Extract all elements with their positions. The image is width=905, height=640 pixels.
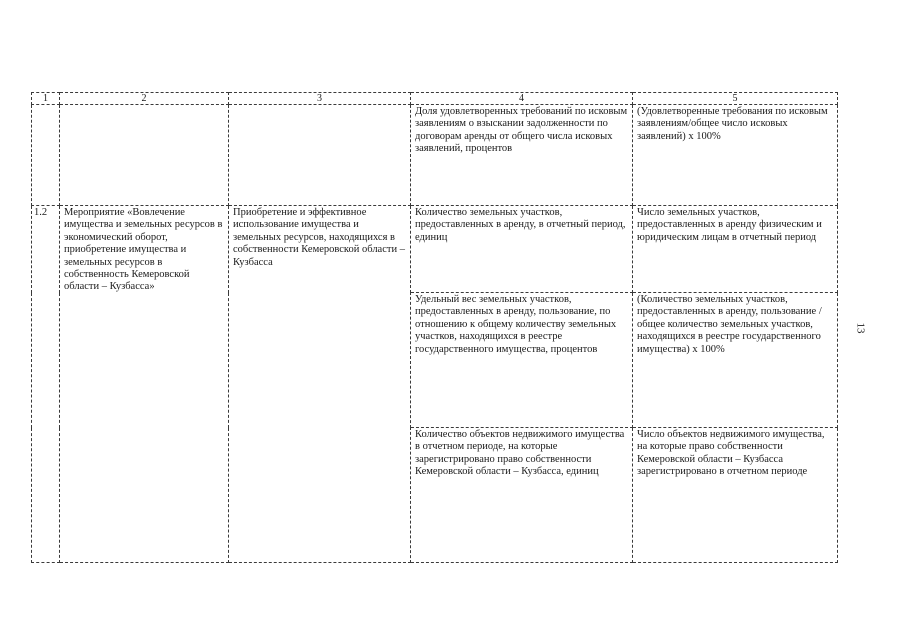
column-number-3: 3 xyxy=(229,93,411,105)
indicators-table xyxy=(31,92,838,563)
result-cell xyxy=(229,105,411,206)
indicator-formula-cell: Число земельных участков, предоставленных в аренду физическим и юридическим лицам в отчетный период xyxy=(633,206,838,293)
column-number-1: 1 xyxy=(32,93,60,105)
indicator-name-cell: Удельный вес земельных участков, предоставленных в аренду, пользование, по отношению к общему количеству земельных участков, находящихся в реестре государственного имущества, процентов xyxy=(411,293,633,428)
result-cell: Приобретение и эффективное использование имущества и земельных ресурсов, находящихся в собственности Кемеровской области – Кузбасса xyxy=(229,206,411,563)
column-number-row xyxy=(32,93,838,105)
table-row xyxy=(32,105,838,206)
event-cell xyxy=(60,105,229,206)
row-number-cell: 1.2 xyxy=(32,206,60,563)
indicator-formula-cell: (Удовлетворенные требования по исковым заявлениям/общее число исковых заявлений) х 100% xyxy=(633,105,838,206)
column-number-2: 2 xyxy=(60,93,229,105)
indicator-name-cell: Количество объектов недвижимого имущества в отчетном периоде, на которые зарегистрировано право собственности Кемеровской области – Кузбасса, единиц xyxy=(411,428,633,563)
column-number-4: 4 xyxy=(411,93,633,105)
page-number: 13 xyxy=(854,322,867,334)
row-number-cell xyxy=(32,105,60,206)
table-row xyxy=(32,206,838,293)
indicator-name-cell: Количество земельных участков, предоставленных в аренду, в отчетный период, единиц xyxy=(411,206,633,293)
event-cell: Мероприятие «Вовлечение имущества и земельных ресурсов в экономический оборот, приобретение имущества и земельных ресурсов в собственность Кемеровской области – Кузбасса» xyxy=(60,206,229,563)
indicator-formula-cell: (Количество земельных участков, предоставленных в аренду, пользование / общее количество земельных участков, находящихся в реестре государственного имущества) х 100% xyxy=(633,293,838,428)
column-number-5: 5 xyxy=(633,93,838,105)
indicator-name-cell: Доля удовлетворенных требований по исковым заявлениям о взыскании задолженности по договорам аренды от общего числа исковых заявлений, процентов xyxy=(411,105,633,206)
indicator-formula-cell: Число объектов недвижимого имущества, на которые право собственности Кемеровской области – Кузбасса зарегистрировано в отчетном периоде xyxy=(633,428,838,563)
